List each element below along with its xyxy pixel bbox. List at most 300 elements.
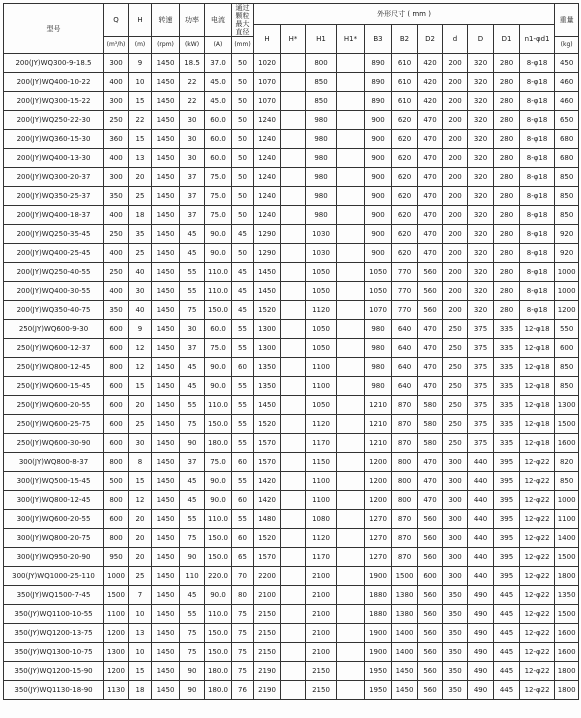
table-cell: 37.0 [205, 54, 232, 73]
table-cell: 640 [392, 320, 418, 339]
table-cell [337, 643, 365, 662]
table-cell: 360 [104, 130, 129, 149]
table-cell: 350 [443, 681, 468, 700]
table-cell: 12 [129, 358, 152, 377]
table-cell: 280 [494, 92, 520, 111]
table-cell: 1200 [555, 301, 579, 320]
header-dim-h1: H1 [306, 25, 337, 54]
table-row [4, 339, 579, 358]
table-cell: 30 [180, 111, 205, 130]
table-cell: 1000 [555, 263, 579, 282]
table-cell [281, 187, 306, 206]
table-row [4, 643, 579, 662]
table-cell: 1380 [392, 605, 418, 624]
table-cell: 90 [180, 434, 205, 453]
table-row [4, 605, 579, 624]
table-cell: 1200 [104, 662, 129, 681]
table-cell: 490 [468, 681, 494, 700]
table-cell: 560 [418, 529, 443, 548]
table-cell: 1450 [152, 358, 180, 377]
table-cell: 1450 [152, 624, 180, 643]
table-cell: 30 [129, 434, 152, 453]
table-cell: 1240 [254, 206, 281, 225]
table-cell: 110 [180, 567, 205, 586]
table-row [4, 130, 579, 149]
table-row [4, 149, 579, 168]
model-cell: 350(JY)WQ1130-18-90 [4, 681, 104, 700]
table-cell: 375 [468, 415, 494, 434]
table-cell: 75 [232, 605, 254, 624]
table-row [4, 54, 579, 73]
table-cell: 400 [104, 282, 129, 301]
table-cell: 45 [180, 472, 205, 491]
table-cell: 45.0 [205, 92, 232, 111]
table-cell: 220.0 [205, 567, 232, 586]
table-cell: 55 [232, 396, 254, 415]
table-cell: 70 [232, 567, 254, 586]
table-cell: 1300 [555, 396, 579, 415]
table-cell: 300 [443, 472, 468, 491]
table-cell: 980 [365, 377, 392, 396]
table-cell: 250 [443, 434, 468, 453]
model-cell: 250(JY)WQ600-15-45 [4, 377, 104, 396]
table-cell: 1450 [152, 415, 180, 434]
table-cell: 800 [104, 529, 129, 548]
table-cell: 400 [104, 244, 129, 263]
table-cell: 2190 [254, 681, 281, 700]
table-cell: 350 [443, 643, 468, 662]
table-cell: 375 [468, 434, 494, 453]
table-cell: 850 [555, 358, 579, 377]
table-cell: 850 [555, 472, 579, 491]
table-cell: 1800 [555, 662, 579, 681]
table-cell: 8-φ18 [520, 54, 555, 73]
table-cell: 900 [365, 111, 392, 130]
table-cell: 1050 [306, 339, 337, 358]
table-cell: 12-φ22 [520, 586, 555, 605]
table-cell: 300 [104, 168, 129, 187]
table-cell: 920 [555, 244, 579, 263]
table-cell: 770 [392, 301, 418, 320]
table-cell: 560 [418, 662, 443, 681]
table-cell: 1240 [254, 149, 281, 168]
table-cell: 610 [392, 54, 418, 73]
table-cell: 280 [494, 225, 520, 244]
table-cell: 620 [392, 225, 418, 244]
table-cell: 320 [468, 168, 494, 187]
table-cell: 1100 [555, 510, 579, 529]
table-cell: 600 [104, 377, 129, 396]
table-cell: 560 [418, 548, 443, 567]
table-cell: 55 [232, 320, 254, 339]
table-cell [337, 206, 365, 225]
table-cell: 90 [180, 681, 205, 700]
model-cell: 200(JY)WQ250-22-30 [4, 111, 104, 130]
table-row [4, 529, 579, 548]
table-cell: 300 [443, 491, 468, 510]
table-cell [337, 320, 365, 339]
table-cell: 12-φ22 [520, 491, 555, 510]
table-cell: 1450 [152, 339, 180, 358]
table-cell: 60.0 [205, 111, 232, 130]
table-cell: 75 [180, 529, 205, 548]
table-cell: 8-φ18 [520, 206, 555, 225]
table-cell [337, 282, 365, 301]
table-cell [281, 244, 306, 263]
table-cell: 1450 [152, 225, 180, 244]
table-row [4, 301, 579, 320]
table-cell: 30 [180, 149, 205, 168]
table-cell: 980 [306, 130, 337, 149]
table-cell: 50 [232, 149, 254, 168]
table-cell: 980 [306, 111, 337, 130]
table-cell [281, 548, 306, 567]
table-cell: 890 [365, 92, 392, 111]
table-cell: 40 [129, 263, 152, 282]
table-cell: 1570 [254, 434, 281, 453]
table-cell: 280 [494, 111, 520, 130]
table-cell: 470 [418, 358, 443, 377]
table-cell: 420 [418, 73, 443, 92]
table-cell: 8-φ18 [520, 244, 555, 263]
table-row [4, 510, 579, 529]
table-cell: 620 [392, 206, 418, 225]
table-cell: 45 [232, 282, 254, 301]
table-cell: 60 [232, 529, 254, 548]
table-cell: 620 [392, 149, 418, 168]
table-cell: 110.0 [205, 282, 232, 301]
table-cell [337, 73, 365, 92]
table-cell [337, 225, 365, 244]
table-cell: 15 [129, 377, 152, 396]
table-cell: 12-φ18 [520, 358, 555, 377]
table-cell: 1210 [365, 396, 392, 415]
table-cell: 1450 [152, 168, 180, 187]
table-cell [281, 54, 306, 73]
table-cell: 600 [104, 396, 129, 415]
table-cell: 560 [418, 510, 443, 529]
table-cell: 280 [494, 301, 520, 320]
table-cell: 800 [104, 491, 129, 510]
table-cell: 75 [180, 301, 205, 320]
table-cell [337, 434, 365, 453]
table-cell: 950 [104, 548, 129, 567]
table-row [4, 244, 579, 263]
table-cell: 1000 [555, 491, 579, 510]
table-cell: 800 [104, 453, 129, 472]
table-cell [281, 453, 306, 472]
table-cell: 2150 [254, 605, 281, 624]
table-cell: 350 [104, 187, 129, 206]
table-row [4, 92, 579, 111]
table-cell: 470 [418, 491, 443, 510]
table-cell: 250 [104, 263, 129, 282]
table-cell: 1600 [555, 643, 579, 662]
table-cell [281, 491, 306, 510]
table-cell: 1880 [365, 605, 392, 624]
table-cell: 300 [443, 510, 468, 529]
header-dimensions-group: 外形尺寸 ( mm ) [254, 4, 555, 25]
table-cell: 1290 [254, 244, 281, 263]
table-cell [337, 54, 365, 73]
table-cell: 200 [443, 301, 468, 320]
table-cell: 25 [129, 567, 152, 586]
table-cell: 320 [468, 206, 494, 225]
table-cell: 12-φ18 [520, 434, 555, 453]
table-cell: 490 [468, 586, 494, 605]
table-row [4, 73, 579, 92]
table-cell: 150.0 [205, 301, 232, 320]
table-cell: 1450 [152, 472, 180, 491]
table-cell: 22 [180, 73, 205, 92]
table-cell [281, 377, 306, 396]
model-cell: 200(JY)WQ250-35-45 [4, 225, 104, 244]
table-cell: 1240 [254, 111, 281, 130]
table-cell: 395 [494, 453, 520, 472]
table-cell: 1270 [365, 529, 392, 548]
table-cell: 90.0 [205, 377, 232, 396]
table-cell: 200 [443, 130, 468, 149]
table-cell: 1450 [152, 263, 180, 282]
table-cell: 350 [104, 301, 129, 320]
table-cell: 60.0 [205, 130, 232, 149]
table-cell: 1050 [306, 263, 337, 282]
table-cell: 300 [104, 92, 129, 111]
table-cell: 1350 [555, 586, 579, 605]
table-cell: 1450 [392, 681, 418, 700]
table-cell: 200 [443, 168, 468, 187]
table-cell: 600 [104, 434, 129, 453]
table-cell: 60.0 [205, 149, 232, 168]
table-cell: 395 [494, 472, 520, 491]
table-cell: 1350 [254, 358, 281, 377]
table-cell: 620 [392, 187, 418, 206]
table-cell: 45 [232, 263, 254, 282]
table-cell: 1450 [152, 187, 180, 206]
table-cell: 2150 [306, 662, 337, 681]
table-cell [281, 282, 306, 301]
table-cell: 12-φ18 [520, 415, 555, 434]
table-row [4, 662, 579, 681]
table-cell: 890 [365, 54, 392, 73]
table-cell: 1600 [555, 434, 579, 453]
table-cell: 1450 [152, 586, 180, 605]
table-cell: 560 [418, 301, 443, 320]
table-cell: 250 [443, 396, 468, 415]
table-cell: 1520 [254, 529, 281, 548]
table-cell: 320 [468, 111, 494, 130]
table-cell: 1450 [152, 548, 180, 567]
table-cell [281, 396, 306, 415]
table-cell: 900 [365, 168, 392, 187]
table-cell: 980 [306, 206, 337, 225]
table-cell [281, 225, 306, 244]
table-cell: 75 [232, 624, 254, 643]
particle-line-1: 通过 [235, 4, 250, 12]
table-cell: 1200 [104, 624, 129, 643]
table-cell: 850 [555, 377, 579, 396]
table-cell: 800 [306, 54, 337, 73]
table-cell: 1400 [392, 643, 418, 662]
particle-line-2: 颗粒 [235, 12, 250, 20]
table-cell: 12-φ18 [520, 320, 555, 339]
table-cell: 580 [418, 434, 443, 453]
table-cell: 560 [418, 681, 443, 700]
model-cell: 200(JY)WQ360-15-30 [4, 130, 104, 149]
table-cell: 12-φ22 [520, 605, 555, 624]
table-cell: 1520 [254, 301, 281, 320]
table-cell: 1070 [365, 301, 392, 320]
table-cell: 580 [418, 415, 443, 434]
table-cell: 250 [443, 339, 468, 358]
table-cell: 800 [392, 453, 418, 472]
table-cell: 50 [232, 168, 254, 187]
table-cell: 45 [180, 377, 205, 396]
table-cell: 900 [365, 130, 392, 149]
model-cell: 350(JY)WQ1500-7-45 [4, 586, 104, 605]
table-cell: 1600 [555, 624, 579, 643]
table-cell [337, 263, 365, 282]
table-cell: 1240 [254, 168, 281, 187]
table-row [4, 415, 579, 434]
table-cell: 90.0 [205, 225, 232, 244]
table-cell: 1450 [254, 282, 281, 301]
table-cell: 75.0 [205, 339, 232, 358]
table-cell: 445 [494, 586, 520, 605]
model-cell: 250(JY)WQ600-30-90 [4, 434, 104, 453]
table-cell: 8-φ18 [520, 92, 555, 111]
table-cell: 12-φ22 [520, 662, 555, 681]
table-cell: 55 [232, 339, 254, 358]
table-cell: 20 [129, 529, 152, 548]
table-cell: 375 [468, 320, 494, 339]
table-cell: 375 [468, 377, 494, 396]
model-cell: 200(JY)WQ400-25-45 [4, 244, 104, 263]
header-dim-d-small: d [443, 25, 468, 54]
table-cell: 850 [555, 168, 579, 187]
table-row [4, 206, 579, 225]
table-cell: 900 [365, 225, 392, 244]
table-cell: 9 [129, 320, 152, 339]
table-cell: 280 [494, 54, 520, 73]
table-cell: 280 [494, 206, 520, 225]
table-row [4, 396, 579, 415]
table-cell: 320 [468, 187, 494, 206]
table-cell: 1450 [152, 662, 180, 681]
table-cell [281, 130, 306, 149]
table-cell: 375 [468, 339, 494, 358]
table-cell: 1150 [306, 453, 337, 472]
table-cell: 75.0 [205, 187, 232, 206]
model-cell: 250(JY)WQ800-12-45 [4, 358, 104, 377]
table-cell [281, 339, 306, 358]
table-cell: 680 [555, 130, 579, 149]
table-cell [337, 605, 365, 624]
table-cell: 8-φ18 [520, 225, 555, 244]
model-cell: 350(JY)WQ1200-13-75 [4, 624, 104, 643]
table-cell: 600 [104, 415, 129, 434]
table-cell: 250 [104, 225, 129, 244]
table-cell: 1570 [254, 548, 281, 567]
model-cell: 350(JY)WQ1300-10-75 [4, 643, 104, 662]
table-cell: 1100 [306, 472, 337, 491]
table-cell: 900 [365, 244, 392, 263]
table-row [4, 681, 579, 700]
table-cell: 2100 [306, 643, 337, 662]
table-cell: 2150 [254, 643, 281, 662]
table-cell: 440 [468, 548, 494, 567]
table-cell [281, 206, 306, 225]
table-cell: 470 [418, 130, 443, 149]
table-cell: 320 [468, 301, 494, 320]
table-cell: 680 [555, 149, 579, 168]
table-cell [337, 453, 365, 472]
table-cell: 18 [129, 681, 152, 700]
table-cell: 490 [468, 605, 494, 624]
table-cell: 45 [180, 225, 205, 244]
header-dim-d2: D2 [418, 25, 443, 54]
table-cell: 50 [232, 54, 254, 73]
table-cell: 320 [468, 225, 494, 244]
table-cell: 550 [555, 320, 579, 339]
table-cell: 280 [494, 263, 520, 282]
table-cell: 1350 [254, 377, 281, 396]
table-cell: 440 [468, 472, 494, 491]
table-cell: 610 [392, 73, 418, 92]
table-cell: 375 [468, 396, 494, 415]
model-cell: 200(JY)WQ350-40-75 [4, 301, 104, 320]
table-cell: 1450 [152, 320, 180, 339]
table-cell: 45 [180, 586, 205, 605]
model-cell: 250(JY)WQ600-25-75 [4, 415, 104, 434]
table-cell: 300 [443, 567, 468, 586]
table-cell: 1450 [152, 605, 180, 624]
table-cell: 45.0 [205, 73, 232, 92]
table-cell: 65 [232, 548, 254, 567]
table-cell: 75 [232, 662, 254, 681]
table-cell: 250 [443, 377, 468, 396]
table-cell: 450 [555, 54, 579, 73]
table-cell: 1450 [152, 149, 180, 168]
table-cell: 350 [443, 586, 468, 605]
table-cell: 870 [392, 434, 418, 453]
table-cell: 15 [129, 92, 152, 111]
table-cell: 470 [418, 453, 443, 472]
table-cell [337, 472, 365, 491]
model-cell: 300(JY)WQ950-20-90 [4, 548, 104, 567]
table-cell [281, 472, 306, 491]
unit-weight: (kg) [555, 37, 579, 54]
table-cell: 1420 [254, 491, 281, 510]
table-cell: 12-φ22 [520, 624, 555, 643]
table-cell: 395 [494, 548, 520, 567]
table-cell: 12-φ22 [520, 453, 555, 472]
table-cell: 20 [129, 396, 152, 415]
table-cell: 280 [494, 149, 520, 168]
table-cell [337, 548, 365, 567]
table-cell: 12-φ18 [520, 396, 555, 415]
table-cell: 460 [555, 92, 579, 111]
table-cell: 560 [418, 586, 443, 605]
table-cell: 40 [129, 301, 152, 320]
table-cell [281, 681, 306, 700]
table-row [4, 282, 579, 301]
table-cell [337, 111, 365, 130]
header-q: Q [104, 4, 129, 37]
table-cell: 12-φ22 [520, 548, 555, 567]
table-cell: 1100 [306, 491, 337, 510]
table-cell: 200 [443, 54, 468, 73]
